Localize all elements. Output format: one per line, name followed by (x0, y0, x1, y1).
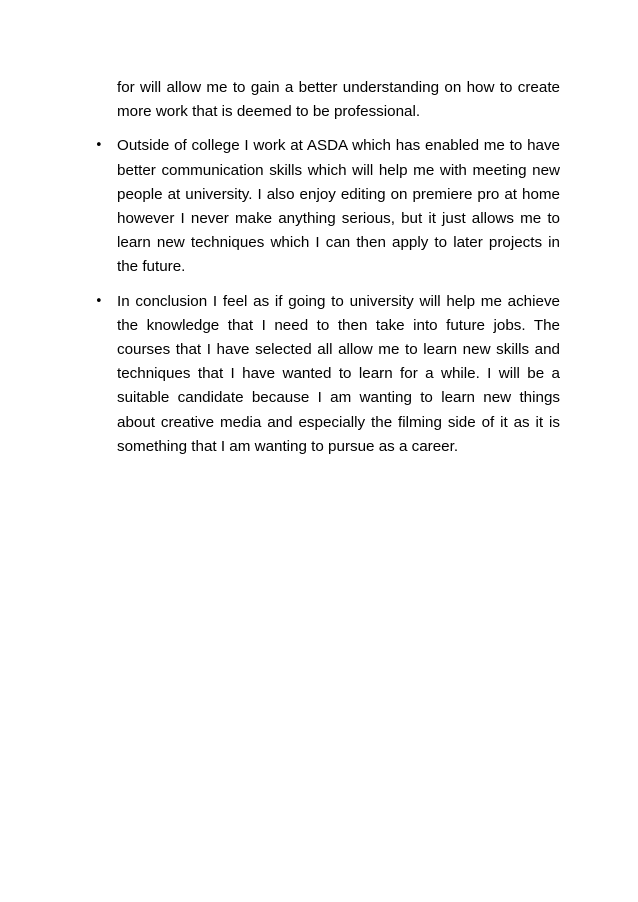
continuation-paragraph: for will allow me to gain a better understanding on how to create more work that is deemed to be professional. (117, 79, 560, 121)
bullet-text-conclusion: In conclusion I feel as if going to university will help me achieve the knowledge that I need to then take into future jobs. The courses that I have selected all allow me to learn new skills and techniques that I have wanted to learn for a while. I will be a suitable candidate because I am wanting to learn new things about creative media and especially the filming side of it as it is something that I am wanting to pursue as a career. (117, 292, 560, 455)
document-body (88, 76, 560, 459)
bullet-text-work-experience: Outside of college I work at ASDA which has enabled me to have better communication skills which will help me with meeting new people at university. I also enjoy editing on premiere pro at home however I never make anything serious, but it just allows me to learn new techniques which I can then apply to later projects in the future. (117, 137, 560, 276)
bullet-icon: • (95, 138, 103, 154)
bullet-item-conclusion (88, 290, 560, 459)
bullet-icon: • (95, 293, 103, 309)
bullet-item-work-experience (88, 134, 560, 279)
